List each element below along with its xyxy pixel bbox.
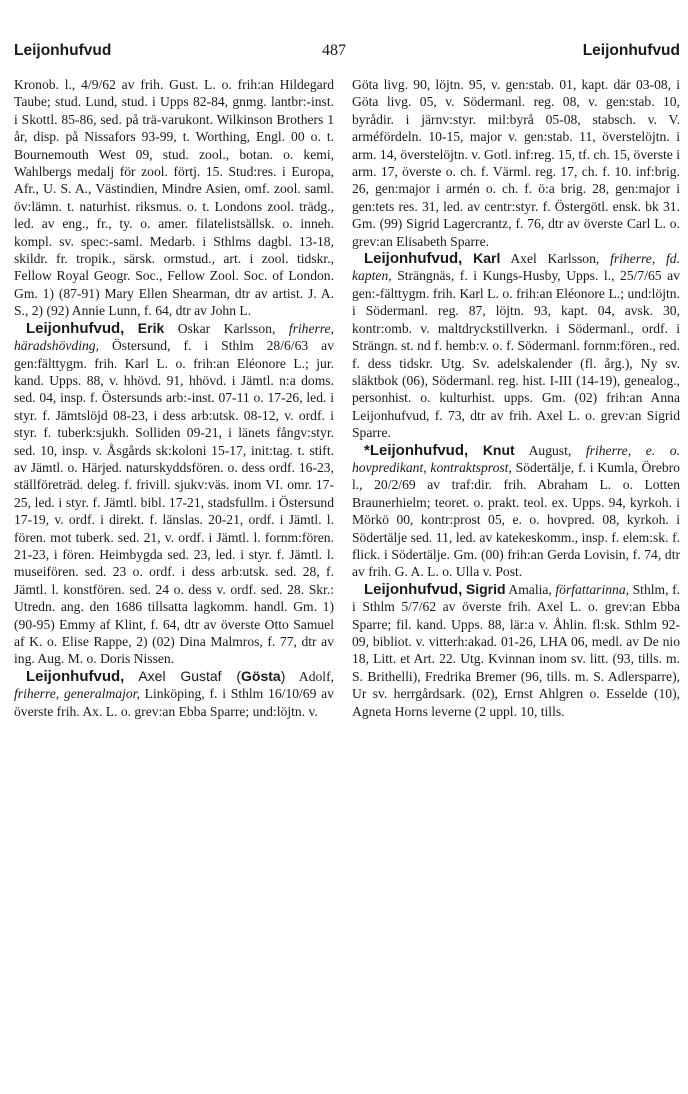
- entry-given-post: ): [280, 667, 286, 684]
- entry-given-name: Knut: [482, 441, 515, 458]
- entry-given-rest: Oskar Karlsson,: [164, 320, 289, 336]
- entry-continuation: Göta livg. 90, löjtn. 95, v. gen:stab. 01, kapt. där 03-08, i Göta livg. 05, v. Södermanl. reg. 08, v. gen:stab. 10, byrådir. i järnv:styr. mil:byrå 05-08, stabsch. v. V. arméfördeln. 10-15, major v. gen:stab. 11, överstelöjtn. i arm. 14, överstelöjtn. v. Gotl. inf:reg. 15, tf. ch. 15, överste i arm. 17, överste o. ch. f. Värml. reg. 17, ch. f. 10. inf:brig. 26, gen:major i armén o. ch. f. ö:a brig. 28, gen:major i gen:tets res. 31, led. av centr:styr. f. Östergötl. ensk. bk 31. Gm. (99) Sigrid Lagercrantz, f. 76, dtr av överste Carl L. o. grev:an Elisabeth Sparre.: [352, 77, 680, 249]
- entry-body: Östersund, f. i Sthlm 28/6/63 av gen:fälttygm. frih. Karl L. o. frih:an Eléonore L.; jur. kand. Upps. 88, v. hhövd. 91, hhövd. i Jämtl. n:a doms. sed. 04, insp. f. Östersunds arb:-inst. 07-11 o. 17-26, led. i styr. f. Jämtslöjd 08-23, i dess arb:utsk. 08-12, v. ordf. i styr. f. tuberk:sjukh. Solliden 09-21, i länets fångv:styr. sed. 10, insp. v. Åsgårds sk:koloni 15-17, init:tag. t. stift. av Jämtl. o. Härjed. naturskyddsfören. o. dess ordf. 16-23, ställföreträd. deleg. f. frivill. sjukv:väs. inom VI. omr. 17-25, led. i styr. f. Jämtl. bibl. 17-21, stadsfullm. i Östersund 17-19, v. ordf. i direkt. f. länslas. 20-21, ordf. i Jämtl. l. fören. mot tuberk. sed. 21, v. ordf. i Jämtl. l. fornm:fören. 21-23, i fören. Heimbygda sed. 23, led. i styr. f. Jämtl. l. museifören. sed. 23 o. ordf. i dess arb:utsk. sed. 28, f. Jämtl. l. konstfören. sed. 24 o. dess v. ordf. sed. 28. Skr.: Utredn. ang. den 1686 tillsatta lagkomm. handl. Gm. 1) (90-95) Emmy af Klint, f. 64, dtr av överste Otto Samuel af K. o. Elise Rappe, 2) (02) Dina Malmros, f. 77, dtr av ing. Aug. M. o. Doris Nissen.: [14, 338, 334, 667]
- entry-given-pre: Axel Gustaf (: [124, 667, 241, 684]
- entry-surname: Leijonhufvud,: [364, 250, 463, 268]
- entry-given-rest: Adolf,: [285, 668, 334, 684]
- entry-given-name: Sigrid: [465, 580, 506, 597]
- entry-knut: [352, 442, 680, 581]
- entry-body: Södertälje, f. i Kumla, Örebro l., 20/2/69 av traf:dir. frih. Abraham L. o. Lotten Braunerhielm; teoret. o. prakt. teol. ex. Upps. 94, kyrkoh. i Mörkö 00, kontr:prost 05, e. o. hovpred. 08, kyrkoh. i Södertälje sed. 11, led. av katekeskomm., insp. f. elem:sk. f. flick. i Södertälje. Gm. (00) frih:an Gerda Lovisin, f. 74, dtr av frih. G. A. L. o. Ulla v. Post.: [352, 459, 680, 580]
- entry-body: Linköping, f. i Sthlm 16/10/69 av överste frih. Ax. L. o. grev:an Ebba Sparre; und:löjtn. v.: [14, 686, 334, 719]
- entry-titles: friherre, fd. kapten,: [352, 251, 680, 284]
- entry-surname: Leijonhufvud,: [26, 667, 125, 685]
- entry-titles: friherre, generalmajor,: [14, 686, 140, 702]
- entry-titles: friherre, häradshövding,: [14, 320, 334, 354]
- entry-erik: [14, 320, 334, 668]
- entry-surname: *Leijonhufvud,: [364, 441, 469, 459]
- running-head-right: Leijonhufvud: [582, 42, 680, 59]
- entry-surname: Leijonhufvud,: [26, 319, 125, 337]
- right-column: [352, 76, 680, 720]
- entry-given-name: Karl: [473, 250, 501, 267]
- entry-given-rest: Axel Karlsson,: [500, 251, 611, 267]
- entry-karl: [352, 250, 680, 441]
- entry-continuation: Kronob. l., 4/9/62 av frih. Gust. L. o. frih:an Hildegard Taube; stud. Lund, stud. i Upps 82-84, gnmg. lantbr:-inst. i Skottl. 85-86, sed. på trä-varukont. Wilkinson Brothers 1 år, disp. på Nissafors 93-99, t. Worthing, Engl. 00 o. t. Bournemouth West 09, stud. zool., botan. o. kemi, Wahlbergs medalj för zool. förtj. 15. Stud:res. i Europa, Afr., U. S. A., Västindien, Mindre Asien, omf. zool. saml. öv:lämn. t. naturhist. riksmus. o. t. Londons zool. trädg., led. av eng., fr., ty. o. amer. filatelistsällsk. o. inneh. kompl. sv. spec:-saml. Medarb. i Sthlms dagbl. 13-18, skildr. fr. tropik., särsk. ormstud., art. i zool. tidskr., Fellow Royal Geogr. Soc., Fellow Zool. Soc. of London. Gm. 1) (87-91) Mary Ellen Shearman, dtr av artist. J. A. S., 2) (92) Annie Lunn, f. 64, dtr av John L.: [14, 77, 334, 319]
- entry-body: Strängnäs, f. i Kungs-Husby, Upps. l., 25/7/65 av gen:-fälttygm. frih. Karl L. o. frih:an Eléonore L.; und:löjtn. i Södermanl. reg. 87, löjtn. 93, kapt. 04, avsk. 30, kontr:omb. v. maltdryckstillverkn. i Södermanl., ordf. i Strängn. st. nd f. hemb:v. o. f. Södermanl. fornm:fören., red. f. dess tidskr. Utg. Sv. adelskalender (fl. årg.), Ny sv. släktbok (06), Södermanl. reg. hist. I-III (14-19), genealog., personhist. o. kulturhist. upps. Gm. (02) frih:an Anna Leijonhufvud, f. 73, dtr av frih. Axel L. o. grev:an Sigrid Sparre.: [352, 268, 680, 441]
- page-number: 487: [322, 42, 346, 59]
- entry-given-rest: August,: [514, 442, 586, 458]
- left-column: [14, 76, 334, 720]
- page-header: [14, 42, 680, 66]
- entry-surname: Leijonhufvud,: [364, 580, 463, 598]
- entry-given-rest: Amalia,: [505, 581, 556, 597]
- entry-titles: författarinna,: [555, 581, 630, 597]
- entry-titles: friherre, e. o. hovpredikant, kontraktsprost,: [352, 442, 680, 475]
- entry-body: Sthlm, f. i Sthlm 5/7/62 av överste frih. Axel L. o. grev:an Ebba Sparre; fil. kand. Upps. 88, lär:a v. Åhlin. fl:sk. Sthlm 92-09, bibliot. v. vitterh:akad. 01-26, LHA 06, medl. av De nio 18, Litt. et Art. 22. Utg. Kvinnan inom sv. litt. (93, tills. m. S. Brithelli), Fredrika Bremer (96, tills. m. S. Adlersparre), Ur sv. herrgårdsark. (02), Ernst Ahlgren o. Esselde (10), Agneta Horns leverne (2 uppl. 10, tills.: [352, 581, 680, 719]
- entry-given-name: Erik: [137, 319, 165, 336]
- running-head-left: Leijonhufvud: [14, 42, 112, 59]
- entry-given-name: Gösta: [241, 667, 281, 684]
- entry-sigrid: [352, 581, 680, 720]
- entry-gosta: [14, 668, 334, 720]
